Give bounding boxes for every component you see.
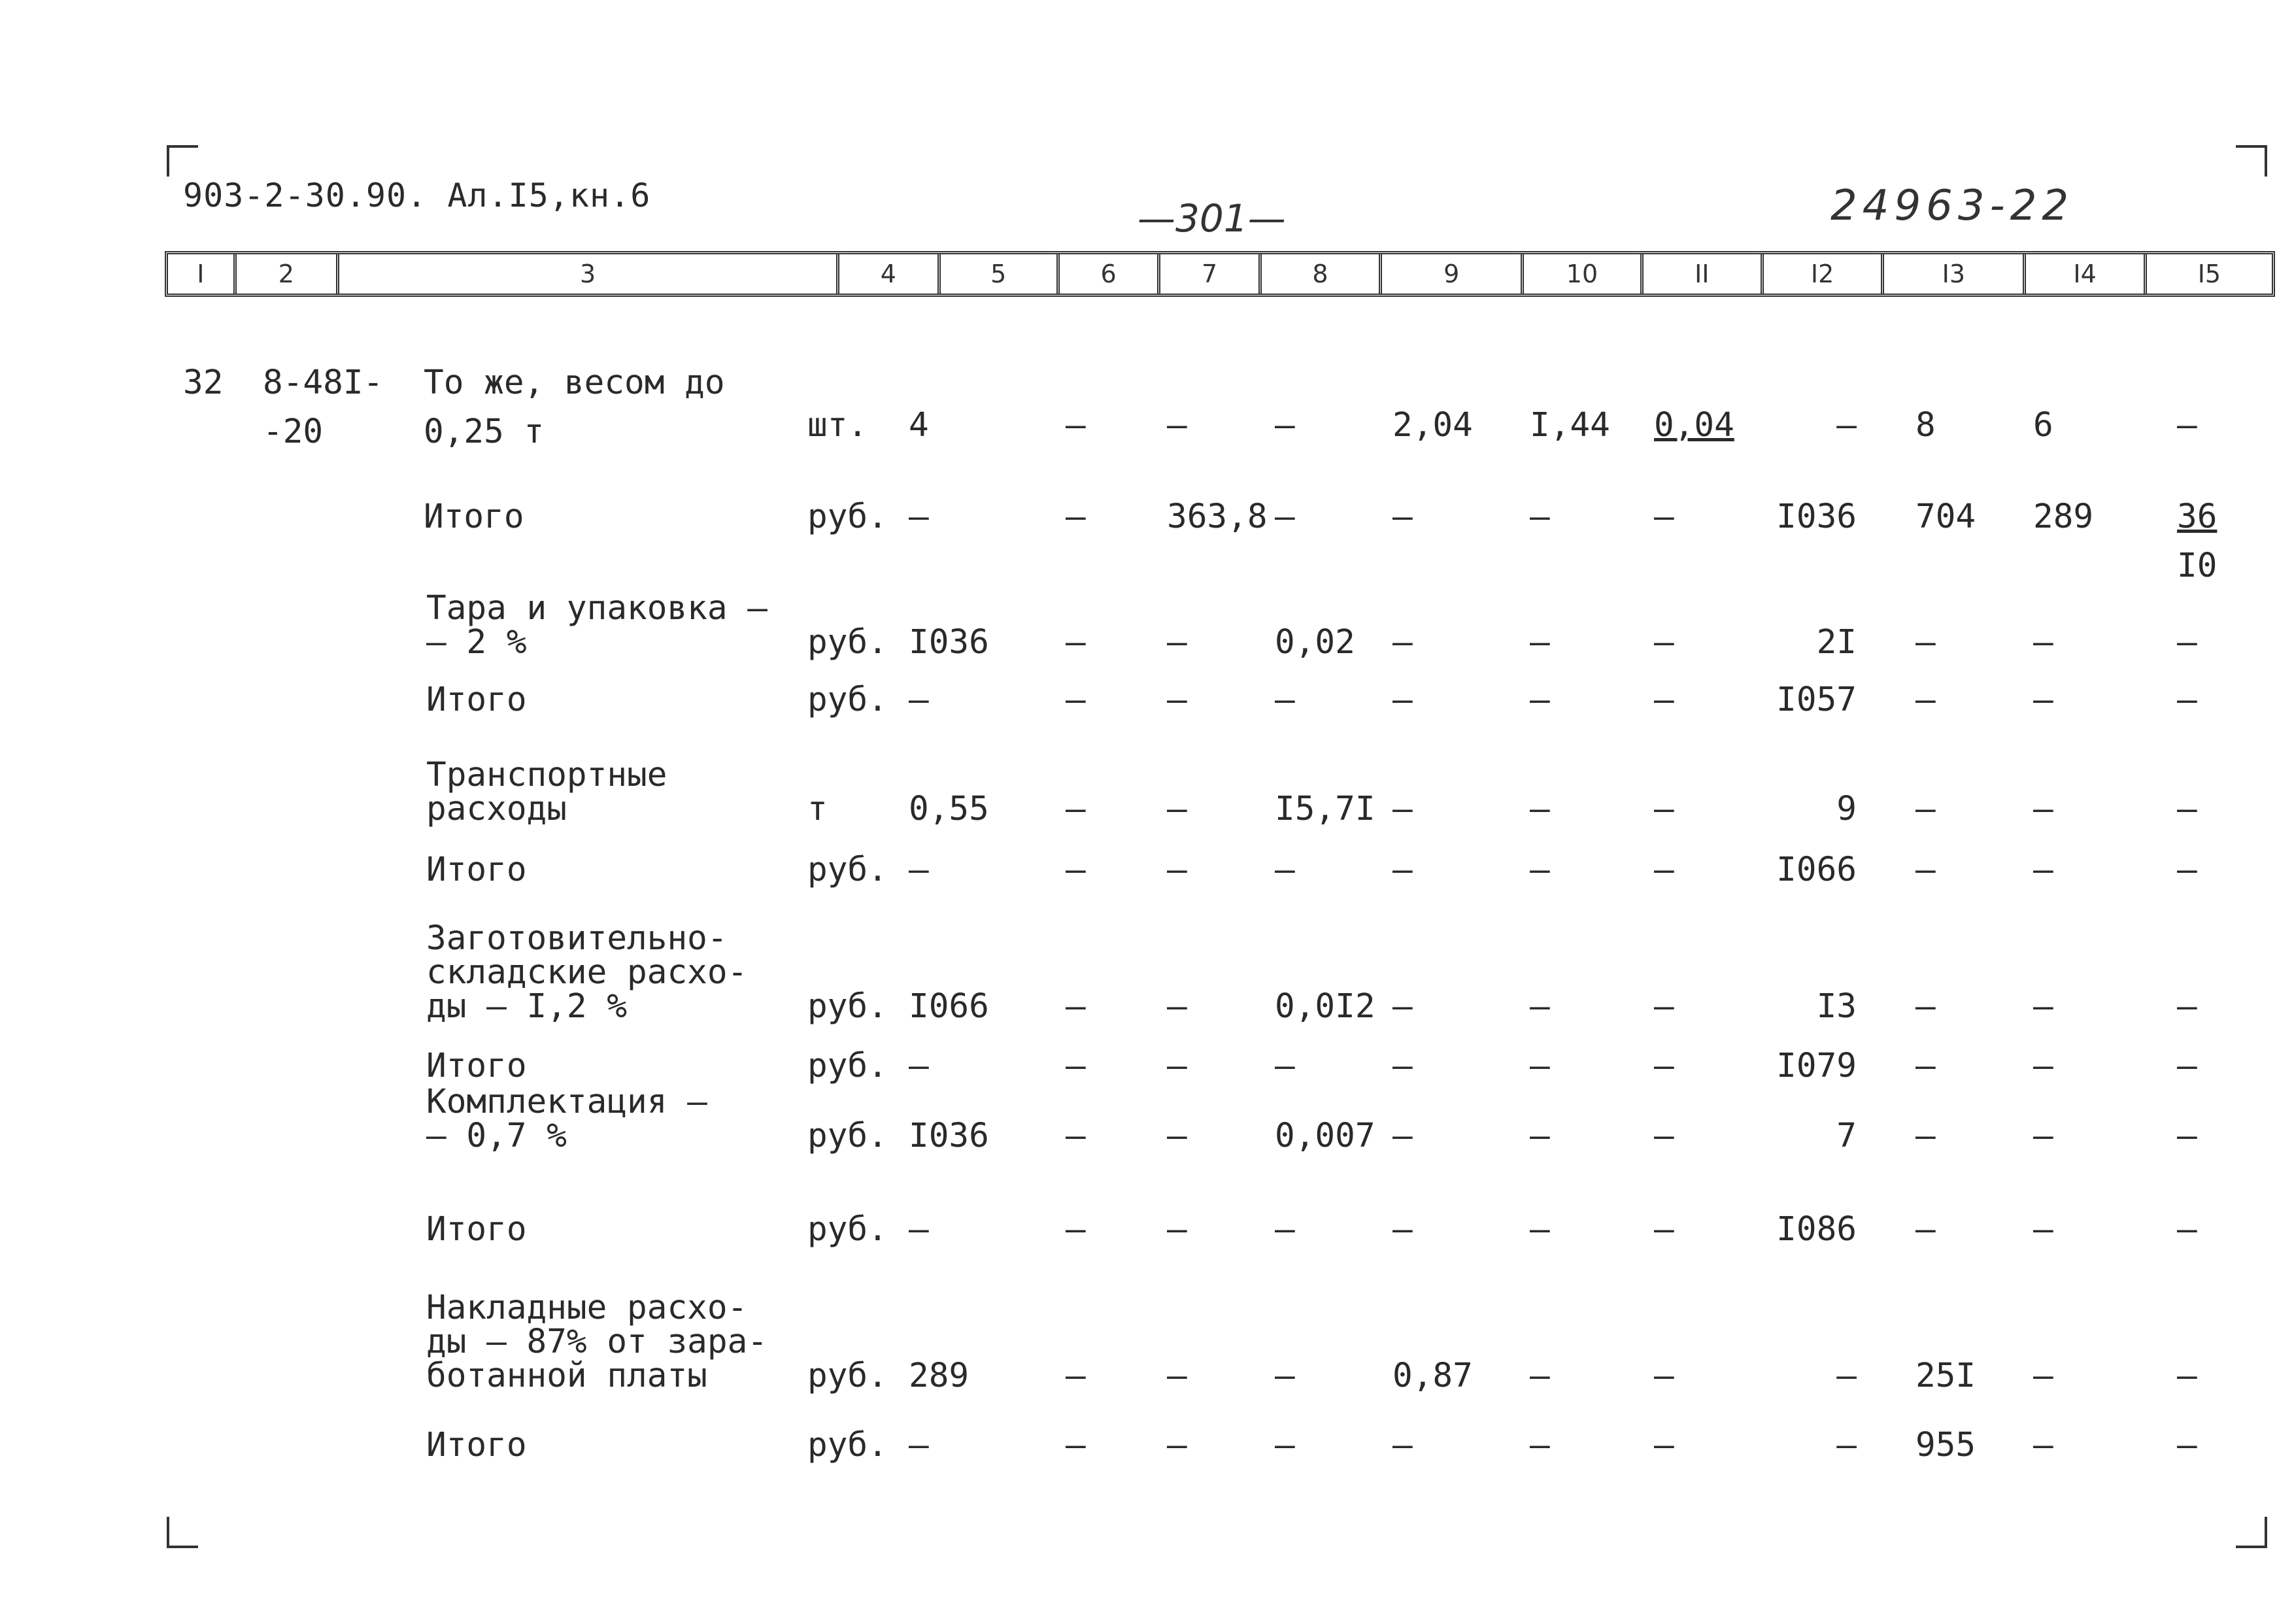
cell-c15: –	[2177, 1426, 2197, 1464]
cell-c9: –	[1392, 1117, 1413, 1155]
cell-c15: –	[2177, 681, 2197, 719]
cell-c14: –	[2033, 1047, 2053, 1085]
cell-c5: 0,55	[909, 790, 989, 828]
cell-c10: –	[1530, 851, 1550, 889]
cell-c10: –	[1530, 987, 1550, 1026]
cell-c13: –	[1915, 1047, 1936, 1085]
cell-c14: –	[2033, 1117, 2053, 1155]
cell-c15: –	[2177, 1210, 2197, 1249]
cell-c11: –	[1654, 1210, 1674, 1249]
cell-c15: –	[2177, 623, 2197, 662]
column-header: 7	[1157, 254, 1258, 294]
cell-unit: руб.	[807, 987, 888, 1026]
row-label	[426, 853, 527, 887]
cell-c12: 2I	[1816, 623, 1857, 662]
row-label-line: ботанной платы	[426, 1357, 707, 1395]
cell-c6: –	[1066, 790, 1086, 828]
column-header: 4	[836, 254, 937, 294]
cell-c9: –	[1392, 1426, 1413, 1464]
cell-c13: –	[1915, 987, 1936, 1026]
cell-c11: –	[1654, 1117, 1674, 1155]
cell-c8: –	[1275, 851, 1295, 889]
cell-c14: 6	[2033, 406, 2053, 445]
column-header: 3	[336, 254, 836, 294]
cell-c14: –	[2033, 1210, 2053, 1249]
cell-c13: –	[1915, 851, 1936, 889]
cell-c7: –	[1167, 681, 1187, 719]
cell-unit: руб.	[807, 623, 888, 662]
cell-c10: –	[1530, 1117, 1550, 1155]
cell-c8: 0,007	[1275, 1117, 1375, 1155]
cell-c12: –	[1836, 1357, 1857, 1395]
cell-c8: –	[1275, 1357, 1295, 1395]
cell-c14: –	[2033, 1357, 2053, 1395]
cell-c6: –	[1066, 623, 1086, 662]
cell-c15: –	[2177, 406, 2197, 445]
cell-c11: –	[1654, 681, 1674, 719]
cell-c9: –	[1392, 681, 1413, 719]
cell-c6: –	[1066, 1210, 1086, 1249]
cell-unit: руб.	[807, 498, 888, 536]
cell-c5: I066	[909, 987, 989, 1026]
cell-c6: –	[1066, 1047, 1086, 1085]
cell-c6: –	[1066, 851, 1086, 889]
cell-c9: –	[1392, 1047, 1413, 1085]
cell-unit: т	[807, 790, 828, 828]
row-label-line: Итого	[426, 851, 527, 889]
cell-c11: –	[1654, 498, 1674, 536]
column-header: 2	[233, 254, 336, 294]
column-header: II	[1640, 254, 1761, 294]
row-label	[426, 1426, 527, 1464]
row-label-line: Тара и упаковка –	[426, 589, 767, 628]
column-header: I	[197, 260, 205, 288]
cell-c7: –	[1167, 623, 1187, 662]
column-header: 6	[1056, 254, 1157, 294]
row-label	[424, 500, 524, 534]
cell-c7: –	[1167, 987, 1187, 1026]
cell-c15: –	[2177, 851, 2197, 889]
cell-c12: I3	[1816, 987, 1857, 1026]
cell-c5: 289	[909, 1357, 970, 1395]
column-header: I4	[2023, 254, 2143, 294]
cell-c12: I057	[1776, 681, 1857, 719]
item-code: 8-48I-	[263, 364, 384, 402]
cell-c8: –	[1275, 1047, 1295, 1085]
cell-c10: –	[1530, 498, 1550, 536]
cell-c12: I086	[1776, 1210, 1857, 1249]
column-header: 9	[1379, 254, 1521, 294]
column-header: I5	[2144, 254, 2272, 294]
cell-c8: –	[1275, 1426, 1295, 1464]
cell-c6: –	[1066, 498, 1086, 536]
cell-c11: –	[1654, 987, 1674, 1026]
cell-c10: –	[1530, 790, 1550, 828]
cell-c13: –	[1915, 681, 1936, 719]
cell-unit: руб.	[807, 681, 888, 719]
cell-c9: 0,87	[1392, 1357, 1473, 1395]
cell-c5: –	[909, 1426, 929, 1464]
cell-c13: 704	[1915, 498, 1976, 536]
cell-c11: –	[1654, 1047, 1674, 1085]
cell-c14: –	[2033, 790, 2053, 828]
cell-c14: –	[2033, 681, 2053, 719]
cell-c9: –	[1392, 623, 1413, 662]
row-label	[426, 1049, 527, 1083]
cell-c15: –	[2177, 1357, 2197, 1395]
cell-c13: 955	[1915, 1426, 1976, 1464]
cell-c8: –	[1275, 498, 1295, 536]
cell-unit: руб.	[807, 1047, 888, 1085]
cell-c11: –	[1654, 623, 1674, 662]
cell-c11: 0,04	[1654, 406, 1734, 445]
cell-unit: руб.	[807, 1426, 888, 1464]
column-header: I3	[1881, 254, 2023, 294]
cell-c6: –	[1066, 1117, 1086, 1155]
cell-c5: –	[909, 681, 929, 719]
cell-c7: –	[1167, 1357, 1187, 1395]
column-header: 5	[937, 254, 1056, 294]
cell-c11: –	[1654, 1357, 1674, 1395]
cell-c8: –	[1275, 1210, 1295, 1249]
cell-c11: –	[1654, 851, 1674, 889]
cell-c13: –	[1915, 1117, 1936, 1155]
cell-c13: –	[1915, 1210, 1936, 1249]
cell-c9: 2,04	[1392, 406, 1473, 445]
row-label	[426, 1085, 707, 1153]
cell-c10: –	[1530, 1357, 1550, 1395]
cell-c7: –	[1167, 1426, 1187, 1464]
row-label-line: Итого	[426, 1047, 527, 1085]
cell-c14: –	[2033, 623, 2053, 662]
cell-c6: –	[1066, 987, 1086, 1026]
cell-c10: –	[1530, 1426, 1550, 1464]
cell-c7: 363,8	[1167, 498, 1268, 536]
row-label-line: Итого	[426, 1426, 527, 1464]
row-label-line: ды – I,2 %	[426, 987, 628, 1026]
row-label	[424, 358, 725, 456]
cell-c10: –	[1530, 1047, 1550, 1085]
cell-c12: –	[1836, 406, 1857, 445]
cell-c8: –	[1275, 681, 1295, 719]
cell-c14: –	[2033, 1426, 2053, 1464]
cell-c11: –	[1654, 1426, 1674, 1464]
cell-c10: I,44	[1530, 406, 1610, 445]
row-label-line: ды – 87% от зара-	[426, 1323, 767, 1361]
cell-c15: –	[2177, 790, 2197, 828]
cell-c5: I036	[909, 1117, 989, 1155]
cell-c9: –	[1392, 790, 1413, 828]
cell-c6: –	[1066, 1357, 1086, 1395]
page-number: —301—	[1138, 196, 1286, 241]
row-label	[426, 758, 667, 826]
cell-unit: руб.	[807, 1117, 888, 1155]
row-label-line: Накладные расхо-	[426, 1289, 748, 1327]
cell-c9: –	[1392, 498, 1413, 536]
column-header: 10	[1521, 254, 1640, 294]
cell-c8: 0,02	[1275, 623, 1355, 662]
cell-c6: –	[1066, 406, 1086, 445]
row-label	[426, 1210, 527, 1249]
cell-c12: I079	[1776, 1047, 1857, 1085]
cell-c7: –	[1167, 406, 1187, 445]
cell-c5: –	[909, 851, 929, 889]
column-header: 8	[1258, 254, 1379, 294]
cell-c9: –	[1392, 987, 1413, 1026]
cell-c14: 289	[2033, 498, 2094, 536]
cell-c15-second-line: I0	[2177, 547, 2218, 585]
row-label-line: Итого	[426, 681, 527, 719]
row-label-line: 0,25 т	[424, 413, 545, 451]
cell-c7: –	[1167, 851, 1187, 889]
cell-c12: I036	[1776, 498, 1857, 536]
cell-c11: –	[1654, 790, 1674, 828]
document-code: 903-2-30.90. Ал.I5,кн.6	[183, 177, 651, 214]
item-number: 32	[183, 364, 224, 402]
cell-unit: руб.	[807, 1210, 888, 1249]
cell-c13: –	[1915, 623, 1936, 662]
column-header: I2	[1761, 254, 1881, 294]
cell-c6: –	[1066, 681, 1086, 719]
row-label-line: Комплектация –	[426, 1083, 707, 1121]
item-code: -20	[263, 413, 324, 451]
cell-unit: руб.	[807, 1357, 888, 1395]
row-label-line: складские расхо-	[426, 953, 748, 992]
cell-c12: 9	[1836, 790, 1857, 828]
cell-c10: –	[1530, 681, 1550, 719]
cell-c15: –	[2177, 1117, 2197, 1155]
row-label-line: Заготовительно-	[426, 919, 728, 958]
row-label-line: Итого	[424, 498, 524, 536]
cell-c15: –	[2177, 987, 2197, 1026]
row-label	[426, 919, 748, 1026]
row-label-line: – 2 %	[426, 623, 527, 662]
cell-c8: I5,7I	[1275, 790, 1375, 828]
cell-c12: 7	[1836, 1117, 1857, 1155]
cell-c10: –	[1530, 623, 1550, 662]
row-label	[426, 589, 767, 662]
cell-c9: –	[1392, 851, 1413, 889]
row-label-line: Итого	[426, 1210, 527, 1249]
cell-c13: 25I	[1915, 1357, 1976, 1395]
inventory-number: 24963-22	[1830, 182, 2074, 230]
cell-c5: –	[909, 498, 929, 536]
cell-c5: I036	[909, 623, 989, 662]
cell-c13: –	[1915, 790, 1936, 828]
row-label-line: То же, весом до	[424, 364, 725, 402]
cell-c6: –	[1066, 1426, 1086, 1464]
cell-c15: –	[2177, 1047, 2197, 1085]
cell-unit: шт.	[807, 406, 868, 445]
cell-c9: –	[1392, 1210, 1413, 1249]
cell-c7: –	[1167, 1117, 1187, 1155]
cell-c12: –	[1836, 1426, 1857, 1464]
cell-unit: руб.	[807, 851, 888, 889]
row-label	[426, 683, 527, 717]
row-label-line: Транспортные	[426, 756, 667, 794]
cell-c5: –	[909, 1210, 929, 1249]
cell-c8: –	[1275, 406, 1295, 445]
cell-c14: –	[2033, 987, 2053, 1026]
cell-c8: 0,0I2	[1275, 987, 1375, 1026]
cell-c5: –	[909, 1047, 929, 1085]
cell-c12: I066	[1776, 851, 1857, 889]
cell-c7: –	[1167, 1210, 1187, 1249]
cell-c15: 36	[2177, 498, 2218, 536]
row-label	[426, 1291, 767, 1393]
cell-c13: 8	[1915, 406, 1936, 445]
cell-c10: –	[1530, 1210, 1550, 1249]
cell-c14: –	[2033, 851, 2053, 889]
row-label-line: расходы	[426, 790, 567, 828]
row-label-line: – 0,7 %	[426, 1117, 567, 1155]
cell-c7: –	[1167, 1047, 1187, 1085]
cell-c7: –	[1167, 790, 1187, 828]
cell-c5: 4	[909, 406, 929, 445]
